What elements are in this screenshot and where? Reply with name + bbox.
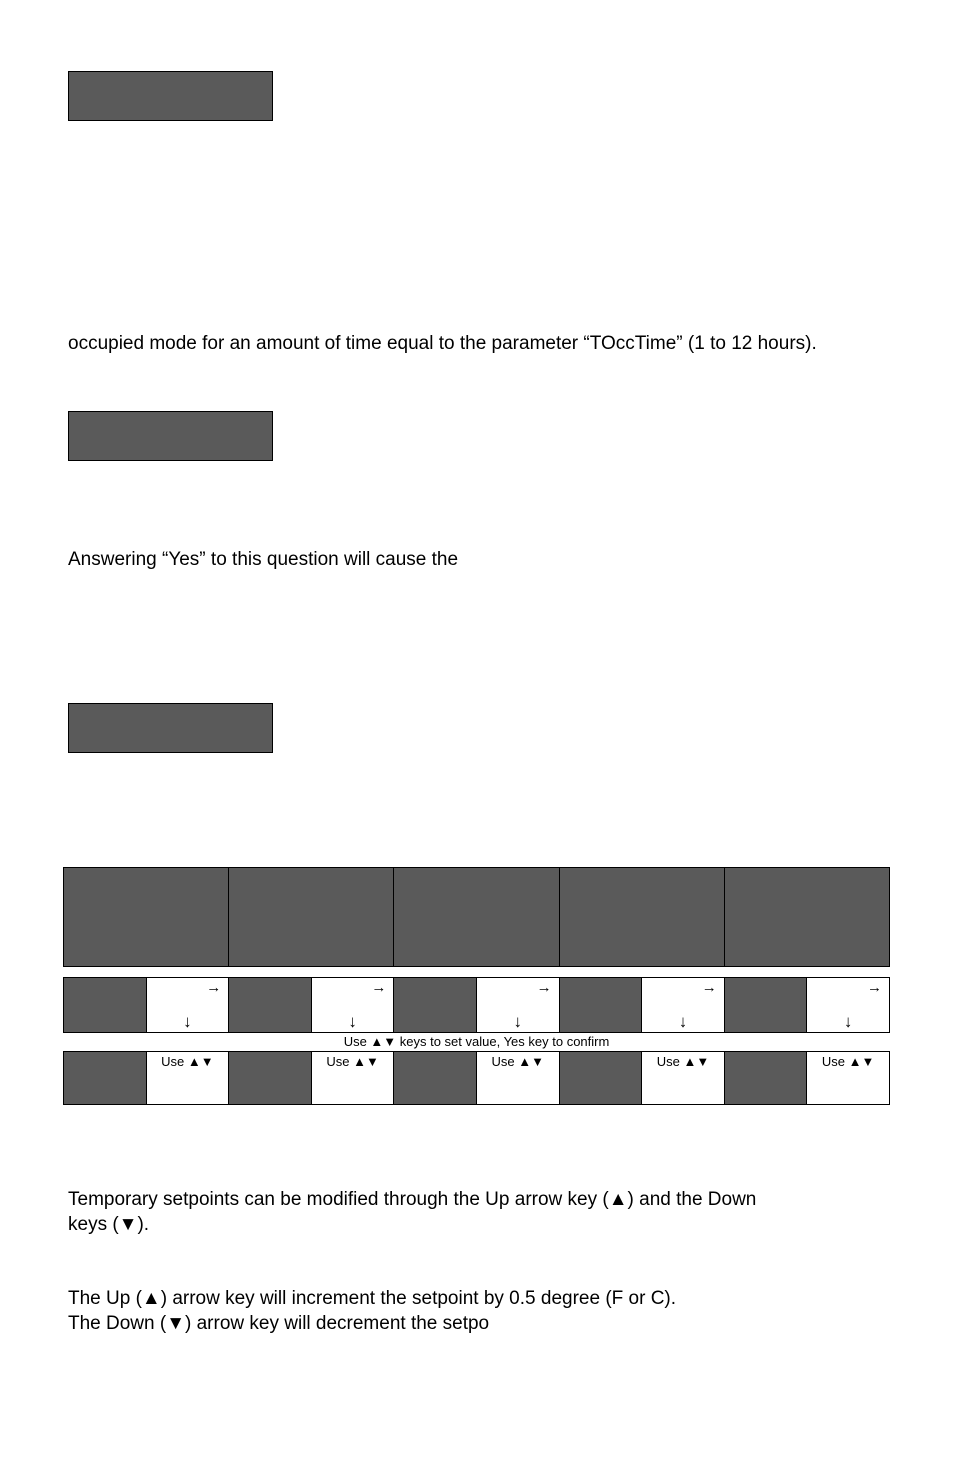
right-arrow-icon: → (536, 979, 552, 996)
flow-top-panel (725, 868, 889, 966)
lcd-display-3 (68, 703, 273, 753)
flow-dark-cell (229, 978, 312, 1032)
flow-top-panel (64, 868, 229, 966)
use-keys-label: Use ▲▼ (491, 1054, 544, 1069)
flow-dark-cell (394, 978, 477, 1032)
down-arrow-icon: ↓ (513, 1012, 523, 1031)
right-arrow-icon: → (206, 979, 222, 996)
flow-use-cell (642, 1052, 725, 1104)
flow-arrow-cell (312, 978, 395, 1032)
down-arrow-icon: ↓ (183, 1012, 192, 1031)
flow-dark-cell (725, 1052, 808, 1104)
right-arrow-icon: → (866, 979, 882, 996)
use-keys-label: Use ▲▼ (656, 1054, 710, 1069)
flow-top-panel (560, 868, 725, 966)
flow-dark-cell (560, 978, 643, 1032)
flow-use-cell (807, 1052, 889, 1104)
flow-top-panel (229, 868, 394, 966)
flow-dark-cell (725, 978, 808, 1032)
flow-top-panel (394, 868, 559, 966)
down-arrow-icon: ↓ (843, 1012, 853, 1031)
flow-arrow-row (63, 977, 890, 1033)
down-arrow-icon: ↓ (348, 1012, 357, 1031)
paragraph-up-arrow: The Up (▲) arrow key will increment the setpoint by 0.5 degree (F or C). (68, 1288, 677, 1309)
right-arrow-icon: → (371, 979, 387, 996)
lcd-display-1 (68, 71, 273, 121)
flow-dark-cell (64, 1052, 147, 1104)
paragraph-down-arrow: The Down (▼) arrow key will decrement the setpo (68, 1313, 490, 1334)
paragraph-temporary-setpoints-line2: keys (▼). (68, 1214, 150, 1235)
use-keys-label: Use ▲▼ (821, 1054, 875, 1069)
flow-use-cell (477, 1052, 560, 1104)
paragraph-temporary-setpoints-line1: Temporary setpoints can be modified through the Up arrow key (▲) and the Down (68, 1189, 757, 1210)
flow-dark-cell (394, 1052, 477, 1104)
paragraph-answering-yes: Answering “Yes” to this question will cause the (68, 549, 459, 570)
use-keys-label: Use ▲▼ (326, 1054, 379, 1069)
flow-dark-cell (560, 1052, 643, 1104)
paragraph-occupied-mode: occupied mode for an amount of time equal to the parameter “TOccTime” (1 to 12 hours). (68, 333, 817, 354)
flow-use-cell (147, 1052, 230, 1104)
lcd-display-2 (68, 411, 273, 461)
right-arrow-icon: → (701, 979, 717, 996)
flow-use-cell (312, 1052, 395, 1104)
flow-arrow-cell (642, 978, 725, 1032)
flow-arrow-cell (477, 978, 560, 1032)
use-keys-label: Use ▲▼ (161, 1054, 214, 1069)
flow-dark-cell (64, 978, 147, 1032)
flow-use-row (63, 1051, 890, 1105)
flow-arrow-cell (807, 978, 889, 1032)
flow-dark-cell (229, 1052, 312, 1104)
flow-arrow-cell (147, 978, 230, 1032)
down-arrow-icon: ↓ (678, 1012, 688, 1031)
flow-top-panels (63, 867, 890, 967)
flow-caption: Use ▲▼ keys to set value, Yes key to confirm (343, 1034, 610, 1049)
